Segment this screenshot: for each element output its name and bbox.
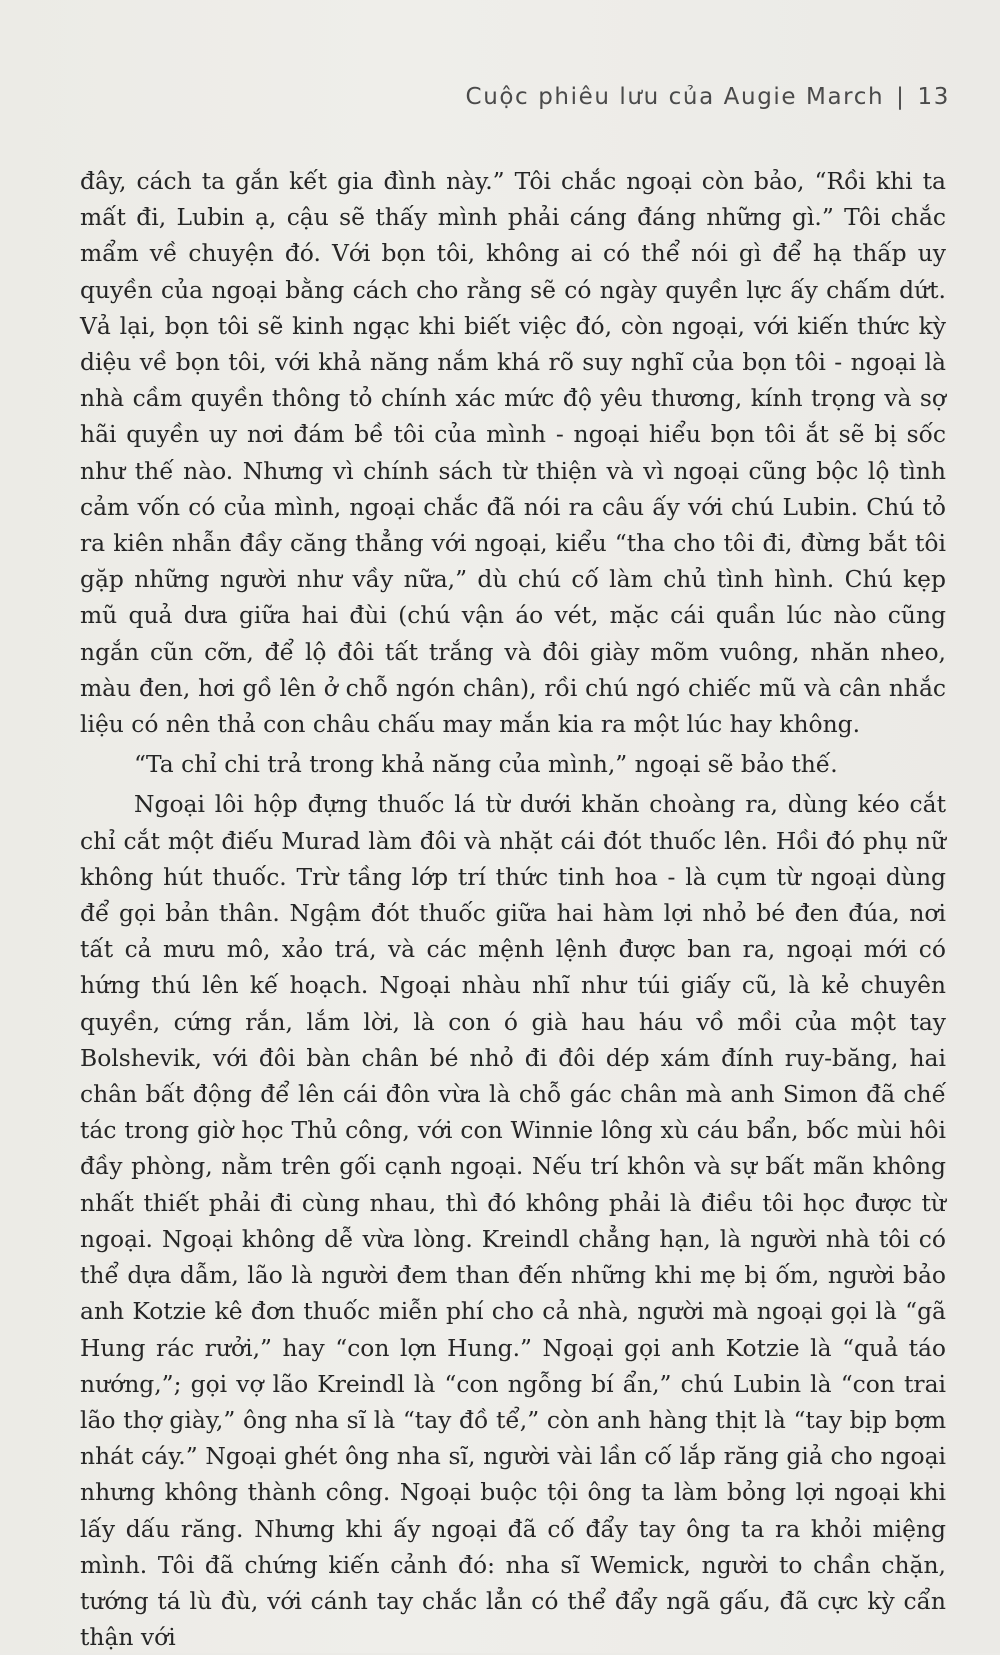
book-title: Cuộc phiêu lưu của Augie March: [465, 84, 885, 110]
paragraph-quote: “Ta chỉ chi trả trong khả năng của mình,” ngoại sẽ bảo thế.: [134, 750, 838, 779]
running-head: [466, 84, 950, 110]
paragraph-main: Ngoại lôi hộp đựng thuốc lá từ dưới khăn choàng ra, dùng kéo cắt chỉ cắt một điếu Murad làm đôi và nhặt cái đót thuốc lên. Hồi đó phụ nữ không hút thuốc. Trừ tầng lớp trí thức tinh hoa - là cụm từ ngoại dùng để gọi bản thân. Ngậm đót thuốc giữa hai hàm lợi nhỏ bé đen đúa, nơi tất cả mưu mô, xảo trá, và các mệnh lệnh được ban ra, ngoại mới có hứng thú lên kế hoạch. Ngoại nhàu nhĩ như túi giấy cũ, là kẻ chuyên quyền, cứng rắn, lắm lời, là con ó già hau háu vồ mồi của một tay Bolshevik, với đôi bàn chân bé nhỏ đi đôi dép xám đính ruy-băng, hai chân bất động để lên cái đôn vừa là chỗ gác chân mà anh Simon đã chế tác trong giờ học Thủ công, với con Winnie lông xù cáu bẩn, bốc mùi hôi đầy phòng, nằm trên gối cạnh ngoại. Nếu trí khôn và sự bất mãn không nhất thiết phải đi cùng nhau, thì đó không phải là điều tôi học được từ ngoại. Ngoại không dễ vừa lòng. Kreindl chẳng hạn, là người nhà tôi có thể dựa dẫm, lão là người đem than đến những khi mẹ bị ốm, người bảo anh Kotzie kê đơn thuốc miễn phí cho cả nhà, người mà ngoại gọi là “gã Hung rác rưởi,” hay “con lợn Hung.” Ngoại gọi anh Kotzie là “quả táo nướng,”; gọi vợ lão Kreindl là “con ngỗng bí ẩn,” chú Lubin là “con trai lão thợ giày,” ông nha sĩ là “tay đồ tể,” còn anh hàng thịt là “tay bịp bợm nhát cáy.” Ngoại ghét ông nha sĩ, người vài lần cố lắp răng giả cho ngoại nhưng không thành công. Ngoại buộc tội ông ta làm bỏng lợi ngoại khi lấy dấu răng. Nhưng khi ấy ngoại đã cố đẩy tay ông ta ra khỏi miệng mình. Tôi đã chứng kiến cảnh đó: nha sĩ Wemick, người to chần chặn, tướng tá lù đù, với cánh tay chắc lẳn có thể đẩy ngã gấu, đã cực kỳ cẩn thận với: [80, 790, 946, 1652]
paragraph-continuation: đây, cách ta gắn kết gia đình này.” Tôi chắc ngoại còn bảo, “Rồi khi ta mất đi, Lubin ạ, cậu sẽ thấy mình phải cáng đáng những gì.” Tôi chắc mẩm về chuyện đó. Với bọn tôi, không ai có thể nói gì để hạ thấp uy quyền của ngoại bằng cách cho rằng sẽ có ngày quyền lực ấy chấm dứt. Vả lại, bọn tôi sẽ kinh ngạc khi biết việc đó, còn ngoại, với kiến thức kỳ diệu về bọn tôi, với khả năng nắm khá rõ suy nghĩ của bọn tôi - ngoại là nhà cầm quyền thông tỏ chính xác mức độ yêu thương, kính trọng và sợ hãi quyền uy nơi đám bề tôi của mình - ngoại hiểu bọn tôi ắt sẽ bị sốc như thế nào. Nhưng vì chính sách từ thiện và vì ngoại cũng bộc lộ tình cảm vốn có của mình, ngoại chắc đã nói ra câu ấy với chú Lubin. Chú tỏ ra kiên nhẫn đầy căng thẳng với ngoại, kiểu “tha cho tôi đi, đừng bắt tôi gặp những người như vầy nữa,” dù chú cố làm chủ tình hình. Chú kẹp mũ quả dưa giữa hai đùi (chú vận áo vét, mặc cái quần lúc nào cũng ngắn cũn cỡn, để lộ đôi tất trắng và đôi giày mõm vuông, nhăn nheo, màu đen, hơi gồ lên ở chỗ ngón chân), rồi chú ngó chiếc mũ và cân nhắc liệu có nên thả con châu chấu may mắn kia ra một lúc hay không.: [80, 167, 946, 739]
body-text: [80, 163, 946, 1655]
page-number: 13: [917, 84, 950, 110]
header-separator: |: [896, 84, 906, 110]
